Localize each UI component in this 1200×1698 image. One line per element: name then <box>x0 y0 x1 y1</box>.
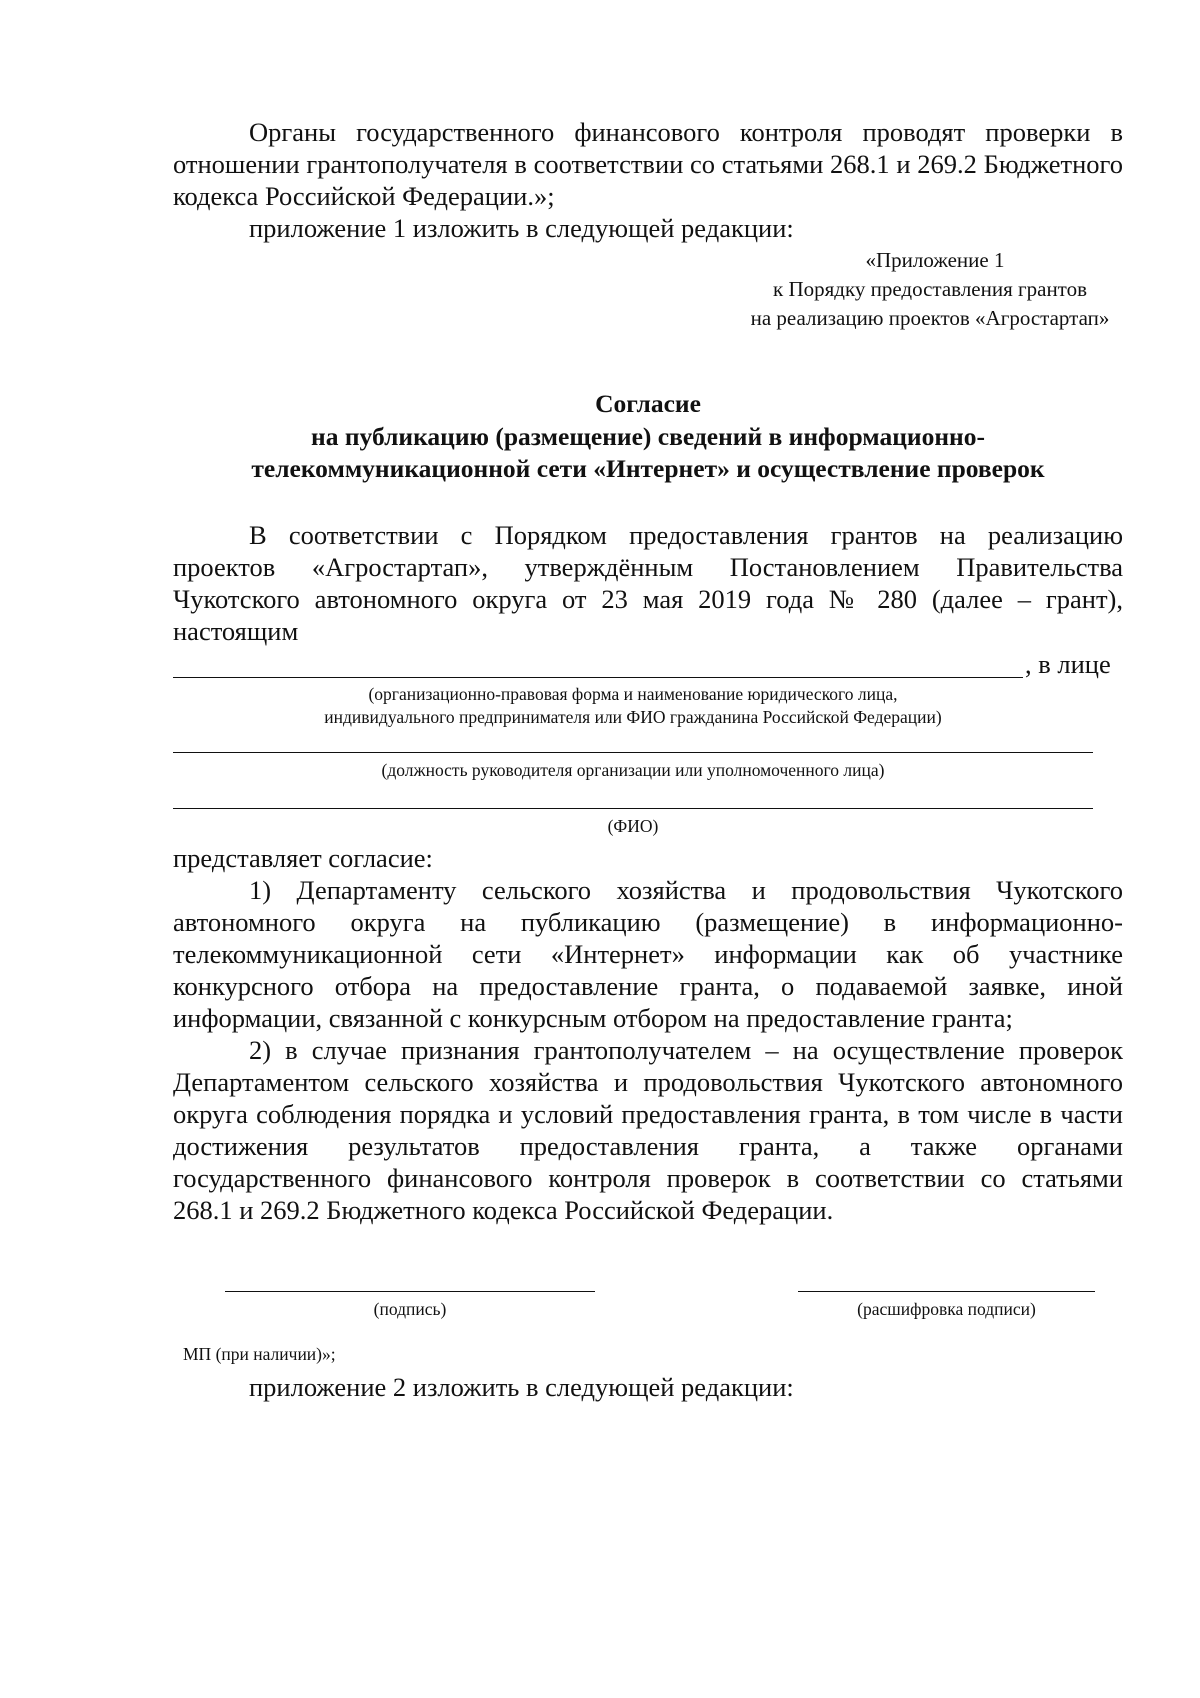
consent-item-2: 2) в случае признания грантополучателем – на осуществление проверок Департаментом сельского хозяйства и продовольствия Чукотского автономного округа соблюдения порядка и условий предоставления гранта, в том числе в части достижения результатов предоставления гранта, а также органами государственного финансового контроля проверок в соответствии со статьями 268.1 и 269.2 Бюджетного кодекса Российской Федерации. <box>173 1035 1123 1225</box>
title-line-2: на публикацию (размещение) сведений в информационно- <box>311 421 985 451</box>
organization-name-line[interactable] <box>173 677 1023 678</box>
position-line[interactable] <box>173 752 1093 753</box>
lead-paragraph: В соответствии с Порядком предоставления грантов на реализацию проектов «Агростартап», утверждённым Постановлением Правительства Чукотского автономного округа от 23 мая 2019 года № 280 (далее – грант), настоящим <box>173 520 1123 646</box>
organization-caption-line-2: индивидуального предпринимателя или ФИО гражданина Российской Федерации) <box>324 707 942 727</box>
in-person-suffix: , в лице <box>1025 649 1111 679</box>
lead-block <box>173 519 1123 647</box>
fio-caption: (ФИО) <box>607 816 659 836</box>
signature-line[interactable] <box>225 1291 595 1292</box>
position-caption: (должность руководителя организации или уполномоченного лица) <box>381 760 885 780</box>
annex-header-line-1: «Приложение 1 <box>865 248 1005 272</box>
annex-header-line-3: на реализацию проектов «Агростартап» <box>750 306 1110 330</box>
signature-decoding-line[interactable] <box>798 1291 1095 1292</box>
consent-block <box>173 842 1123 1226</box>
intro-block <box>173 116 1123 244</box>
organization-caption-line-1: (организационно-правовая форма и наименование юридического лица, <box>368 684 898 704</box>
document-title <box>173 388 1123 486</box>
annex-header-line-2: к Порядку предоставления грантов <box>773 277 1087 301</box>
title-line-1: Согласие <box>595 389 701 418</box>
fio-line[interactable] <box>173 808 1093 809</box>
amend-line-annex-1: приложение 1 изложить в следующей редакции: <box>249 213 794 243</box>
signature-caption: (подпись) <box>373 1299 447 1319</box>
consent-item-1: 1) Департаменту сельского хозяйства и продовольствия Чукотского автономного округа на публикацию (размещение) в информационно-телекоммуникационной сети «Интернет» информации как об участнике конкурсного отбора на предоставление гранта, о подаваемой заявке, иной информации, связанной с конкурсным отбором на предоставление гранта; <box>173 875 1123 1033</box>
intro-paragraph: Органы государственного финансового контроля проводят проверки в отношении грантополучателя в соответствии со статьями 268.1 и 269.2 Бюджетного кодекса Российской Федерации.»; <box>173 117 1123 211</box>
title-line-3: телекоммуникационной сети «Интернет» и осуществление проверок <box>251 454 1045 483</box>
organization-caption <box>173 683 1093 729</box>
organization-fill-row <box>173 648 1123 680</box>
closing-block <box>173 1371 1123 1403</box>
seal-note: МП (при наличии)»; <box>183 1344 336 1364</box>
signature-decoding-caption: (расшифровка подписи) <box>857 1299 1036 1319</box>
amend-line-annex-2: приложение 2 изложить в следующей редакции: <box>249 1372 794 1402</box>
annex-header <box>700 246 1160 333</box>
consent-intro: представляет согласие: <box>173 843 433 873</box>
